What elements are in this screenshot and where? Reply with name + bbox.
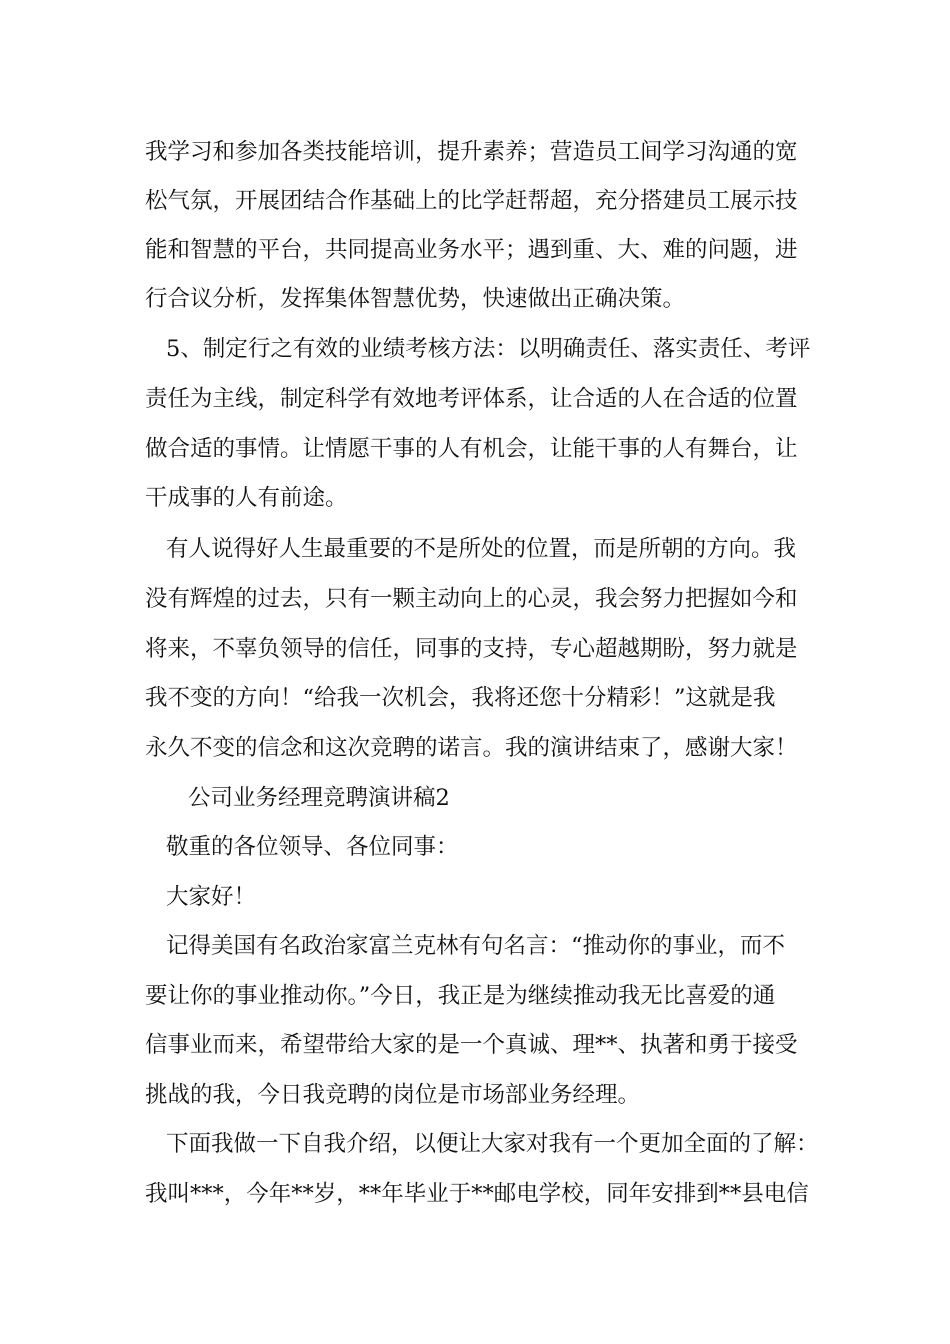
text-line: 没有辉煌的过去，只有一颗主动向上的心灵，我会努力把握如今和 — [145, 586, 798, 612]
greeting: 大家好！ — [166, 884, 257, 910]
text-line: 我叫***，今年**岁，**年毕业于**邮电学校，同年安排到**县电信 — [145, 1181, 809, 1207]
text-line: 松气氛，开展团结合作基础上的比学赶帮超，充分搭建员工展示技 — [145, 188, 798, 214]
text-line: 能和智慧的平台，共同提高业务水平；遇到重、大、难的问题，进 — [145, 237, 798, 263]
text-line: 记得美国有名政治家富兰克林有句名言：“推动你的事业，而不 — [166, 933, 786, 959]
text-line: 下面我做一下自我介绍，以便让大家对我有一个更加全面的了解： — [166, 1131, 819, 1157]
text-line: 我学习和参加各类技能培训，提升素养；营造员工间学习沟通的宽 — [145, 139, 798, 165]
text-line: 5、制定行之有效的业绩考核方法：以明确责任、落实责任、考评 — [166, 336, 811, 362]
text-line: 将来，不辜负领导的信任，同事的支持，专心超越期盼，努力就是 — [145, 636, 798, 662]
text-line: 行合议分析，发挥集体智慧优势，快速做出正确决策。 — [145, 286, 686, 312]
text-line: 要让你的事业推动你。”今日，我正是为继续推动我无比喜爱的通 — [145, 983, 776, 1009]
text-line: 有人说得好人生最重要的不是所处的位置，而是所朝的方向。我 — [166, 536, 797, 562]
text-line: 做合适的事情。让情愿干事的人有机会，让能干事的人有舞台，让 — [145, 436, 798, 462]
text-line: 责任为主线，制定科学有效地考评体系，让合适的人在合适的位置 — [145, 386, 798, 412]
text-line: 挑战的我，今日我竞聘的岗位是市场部业务经理。 — [145, 1082, 641, 1108]
salutation: 敬重的各位领导、各位同事： — [166, 834, 459, 860]
text-line: 干成事的人有前途。 — [145, 485, 348, 511]
text-line: 永久不变的信念和这次竞聘的诺言。我的演讲结束了，感谢大家！ — [145, 735, 798, 761]
text-line: 我不变的方向！“给我一次机会，我将还您十分精彩！”这就是我 — [145, 685, 776, 711]
text-line: 信事业而来，希望带给大家的是一个真诚、理**、执著和勇于接受 — [145, 1032, 798, 1058]
section-heading: 公司业务经理竞聘演讲稿2 — [188, 785, 450, 811]
